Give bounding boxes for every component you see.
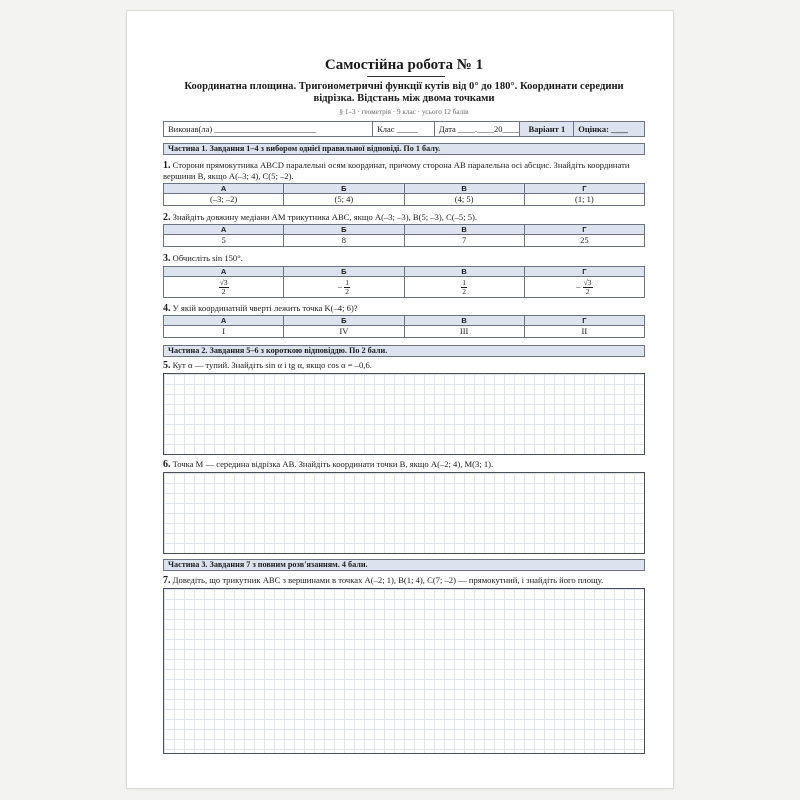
task-text: Обчисліть sin 150°.: [172, 253, 243, 263]
option-d-header: Г: [524, 184, 644, 194]
fraction-denominator: 2: [345, 286, 349, 296]
fraction: [583, 279, 593, 296]
fraction-denominator: 2: [585, 286, 590, 296]
date-field[interactable]: Дата ____.____20____: [435, 122, 521, 136]
class-field[interactable]: Клас _____: [373, 122, 435, 136]
fraction-sign: –: [337, 280, 343, 291]
option-a-header: А: [164, 267, 284, 277]
fraction: [344, 279, 350, 296]
option-a-header: А: [164, 225, 284, 235]
section-part-1: Частина 1. Завдання 1–4 з вибором однієї правильної відповіді. По 1 балу.: [163, 143, 645, 155]
fraction-numerator: 1: [345, 277, 349, 287]
task-text: Точка M — середина відрізка AB. Знайдіть координати точки B, якщо A(–2; 4), M(3; 1).: [172, 459, 494, 469]
fraction: [461, 279, 467, 296]
task-6: [163, 459, 645, 470]
task-text: Знайдіть довжину медіани AM трикутника ABC, якщо A(–3; –3), B(5; –3), C(–5; 5).: [172, 212, 478, 222]
answer-option[interactable]: [524, 277, 644, 298]
task-4-answer-table: [163, 315, 645, 338]
answer-option[interactable]: I: [164, 326, 284, 338]
fraction-denominator: 2: [221, 286, 226, 296]
option-c-header: В: [404, 316, 524, 326]
variant-label: Варіант 1: [520, 122, 574, 136]
task-text: У якій координатній чверті лежить точка K(–4; 6)?: [172, 303, 358, 313]
answer-option[interactable]: [284, 277, 404, 298]
answer-option[interactable]: IV: [284, 326, 404, 338]
task-2-answer-table: [163, 224, 645, 247]
option-b-header: Б: [284, 184, 404, 194]
grade-field[interactable]: Оцінка: ____: [574, 122, 644, 136]
option-b-header: Б: [284, 267, 404, 277]
fraction-sign: –: [576, 280, 581, 291]
answer-option[interactable]: (5; 4): [284, 194, 404, 206]
task-text: Доведіть, що трикутник ABC з вершинами в точках A(–2; 1), B(1; 4), C(7; –2) — прямокутний, і знайдіть його площу.: [172, 575, 604, 585]
task-7: [163, 575, 645, 586]
task-7-answer-grid[interactable]: [163, 588, 645, 754]
task-2: [163, 212, 645, 223]
answer-option[interactable]: 5: [164, 235, 284, 247]
fraction-numerator: √3: [583, 277, 592, 287]
option-a-header: А: [164, 316, 284, 326]
answer-option[interactable]: III: [404, 326, 524, 338]
student-info-row: [163, 121, 645, 137]
task-number: 7.: [163, 575, 171, 586]
answer-option[interactable]: 25: [524, 235, 644, 247]
option-d-header: Г: [524, 267, 644, 277]
fraction-numerator: √3: [219, 277, 228, 287]
answer-option[interactable]: [164, 277, 284, 298]
option-d-header: Г: [524, 225, 644, 235]
task-number: 3.: [163, 253, 171, 264]
page-subtitle: Координатна площина. Тригонометричні функції кутів від 0° до 180°. Координати середини відрізка. Відстань між двома точками: [184, 81, 624, 104]
section-part-2: Частина 2. Завдання 5–6 з короткою відповіддю. По 2 бали.: [163, 345, 645, 357]
fraction-numerator: 1: [462, 277, 466, 287]
option-a-header: А: [164, 184, 284, 194]
answer-option[interactable]: II: [524, 326, 644, 338]
answer-option[interactable]: (–3; –2): [164, 194, 284, 206]
section-part-3: Частина 3. Завдання 7 з повним розв'язанням. 4 бали.: [163, 559, 645, 571]
page-meta: § 1–3 · геометрія · 9 клас · усього 12 балів: [339, 108, 469, 116]
task-text: Кут α — тупий. Знайдіть sin α і tg α, якщо cos α = –0,6.: [172, 360, 372, 370]
task-5-answer-grid[interactable]: [163, 373, 645, 455]
task-1: [163, 160, 645, 182]
task-number: 2.: [163, 212, 171, 223]
worksheet-page: [127, 11, 673, 788]
task-4: [163, 303, 645, 314]
answer-option[interactable]: (4; 5): [404, 194, 524, 206]
option-c-header: В: [404, 267, 524, 277]
answer-option[interactable]: [404, 277, 524, 298]
title-underline: [367, 76, 445, 77]
student-name-field[interactable]: Виконав(ла) ________________________: [164, 122, 373, 136]
task-number: 5.: [163, 360, 171, 371]
task-number: 6.: [163, 459, 171, 470]
task-1-answer-table: [163, 183, 645, 206]
task-3-answer-table: [163, 266, 645, 298]
task-3: [163, 253, 645, 264]
task-text: Сторони прямокутника ABCD паралельні осям координат, причому сторона AB паралельна осі абсцис. Знайдіть координати вершини B, якщо A(–3; 4), C(5; –2).: [163, 160, 630, 181]
option-d-header: Г: [524, 316, 644, 326]
page-title: Самостійна робота № 1: [324, 57, 484, 73]
option-c-header: В: [404, 225, 524, 235]
task-number: 4.: [163, 303, 171, 314]
fraction: [219, 279, 229, 296]
option-b-header: Б: [284, 316, 404, 326]
option-c-header: В: [404, 184, 524, 194]
task-6-answer-grid[interactable]: [163, 472, 645, 554]
option-b-header: Б: [284, 225, 404, 235]
answer-option[interactable]: 7: [404, 235, 524, 247]
task-5: [163, 360, 645, 371]
task-number: 1.: [163, 160, 171, 171]
answer-option[interactable]: (1; 1): [524, 194, 644, 206]
fraction-denominator: 2: [462, 286, 466, 296]
answer-option[interactable]: 8: [284, 235, 404, 247]
